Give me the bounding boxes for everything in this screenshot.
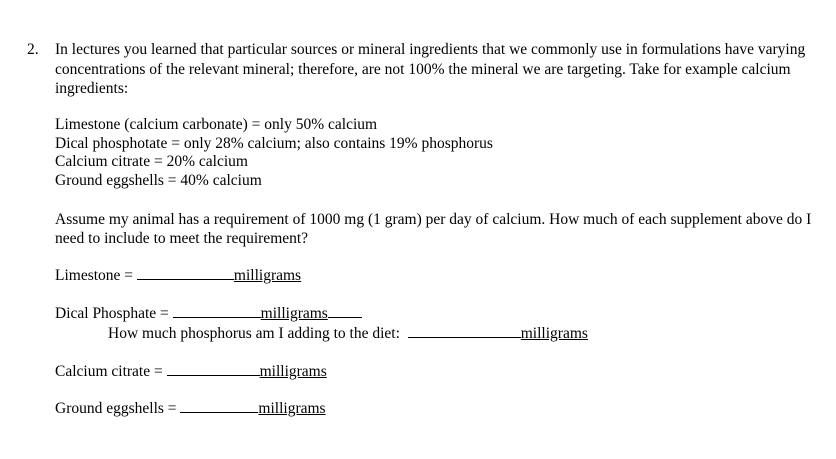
fact-dical: Dical phosphotate = only 28% calcium; also contains 19% phosphorus	[55, 134, 493, 152]
citrate-label: Calcium citrate =	[55, 363, 163, 380]
assume-paragraph	[55, 210, 815, 248]
answer-limestone	[55, 265, 301, 286]
question-intro	[55, 40, 825, 99]
limestone-label: Limestone =	[55, 267, 134, 284]
phosphorus-answer-blank[interactable]	[408, 323, 521, 338]
phosphorus-question	[108, 323, 588, 344]
eggshell-label: Ground eggshells =	[55, 400, 177, 417]
eggshell-answer-blank[interactable]	[180, 398, 258, 413]
fact-citrate: Calcium citrate = 20% calcium	[55, 153, 248, 170]
fact-eggshells: Ground eggshells = 40% calcium	[55, 171, 262, 189]
dical-unit: milligrams	[260, 305, 328, 322]
limestone-answer-blank[interactable]	[137, 265, 234, 280]
citrate-unit: milligrams	[259, 363, 327, 380]
answer-citrate	[55, 361, 327, 382]
assume-text: Assume my animal has a requirement of 1000 mg (1 gram) per day of calcium. How much of each supplement above do I need to include to meet the requirement?	[55, 211, 812, 247]
answer-dical	[55, 303, 362, 324]
citrate-answer-blank[interactable]	[167, 361, 260, 376]
question-number: 2.	[27, 41, 39, 58]
intro-text: In lectures you learned that particular sources or mineral ingredients that we commonly use in formulations have varying concentrations of the relevant mineral; therefore, are not 100% the mineral we are targeting. Take for example calcium ingredients:	[55, 41, 806, 97]
eggshell-unit: milligrams	[258, 400, 326, 417]
phosphorus-question-text: How much phosphorus am I adding to the diet:	[108, 325, 400, 342]
limestone-unit: milligrams	[233, 267, 302, 284]
dical-label: Dical Phosphate =	[55, 305, 169, 322]
answer-eggshells	[55, 398, 326, 419]
fact-limestone: Limestone (calcium carbonate) = only 50% calcium	[55, 116, 378, 133]
dical-answer-blank[interactable]	[173, 303, 261, 318]
ingredient-facts	[55, 116, 493, 190]
phosphorus-unit: milligrams	[520, 325, 588, 342]
dical-trailing-line	[328, 303, 362, 318]
